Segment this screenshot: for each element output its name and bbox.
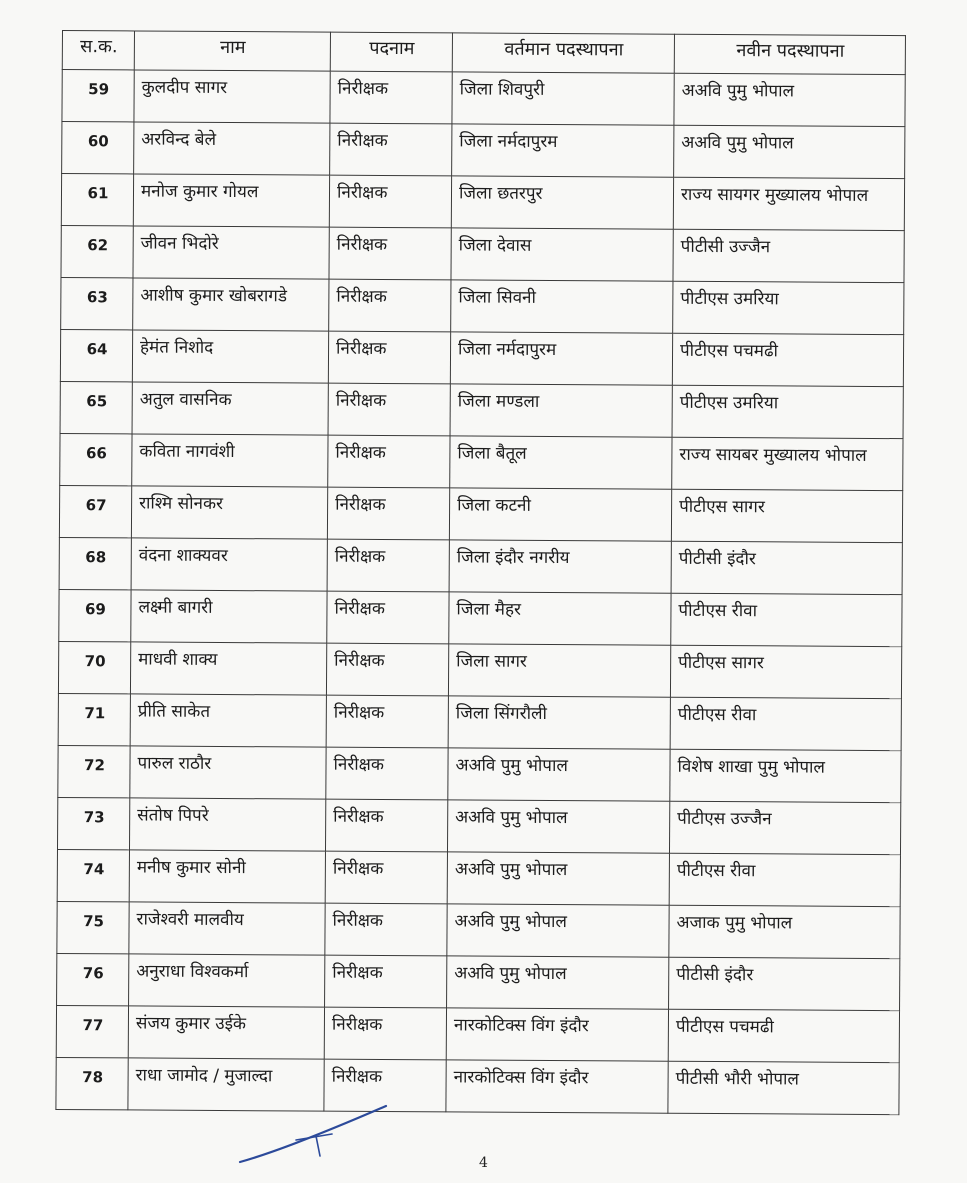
table-row xyxy=(57,849,900,906)
designation-cell: निरीक्षक xyxy=(324,1007,446,1060)
table-row xyxy=(58,745,901,802)
designation-cell: निरीक्षक xyxy=(326,695,448,748)
name-cell: लक्ष्मी बागरी xyxy=(131,590,327,643)
designation-cell: निरीक्षक xyxy=(326,747,448,800)
new-posting-cell: अअवि पुमु भोपाल xyxy=(674,125,905,178)
designation-cell: निरीक्षक xyxy=(325,851,447,904)
current-posting-cell: जिला नर्मदापुरम xyxy=(450,332,672,385)
name-cell: राजेश्वरी मालवीय xyxy=(129,902,325,955)
current-posting-cell: अअवि पुमु भोपाल xyxy=(447,956,669,1009)
header-current-posting: वर्तमान पदस्थापना xyxy=(452,33,674,73)
designation-cell: निरीक्षक xyxy=(327,487,449,540)
current-posting-cell: अअवि पुमु भोपाल xyxy=(447,800,669,853)
new-posting-cell: पीटीसी उज्जैन xyxy=(673,229,904,282)
serial-number-cell: 73 xyxy=(57,797,129,849)
new-posting-cell: अअवि पुमु भोपाल xyxy=(674,73,905,126)
serial-number-cell: 76 xyxy=(57,953,129,1005)
table-header xyxy=(62,31,905,75)
serial-number-cell: 68 xyxy=(59,537,131,589)
name-cell: पारुल राठौर xyxy=(130,746,326,799)
new-posting-cell: पीटीएस रीवा xyxy=(669,853,900,906)
designation-cell: निरीक्षक xyxy=(324,1059,446,1112)
table-row xyxy=(57,901,900,958)
new-posting-cell: पीटीएस रीवा xyxy=(671,593,902,646)
current-posting-cell: अअवि पुमु भोपाल xyxy=(447,852,669,905)
serial-number-cell: 63 xyxy=(61,277,133,329)
serial-number-cell: 59 xyxy=(62,70,134,122)
name-cell: अनुराधा विश्वकर्मा xyxy=(129,954,325,1007)
signature-stroke xyxy=(240,1106,386,1162)
designation-cell: निरीक्षक xyxy=(328,331,450,384)
new-posting-cell: पीटीएस पचमढी xyxy=(668,1009,899,1062)
current-posting-cell: जिला इंदौर नगरीय xyxy=(449,540,671,593)
signature-mark xyxy=(296,1134,332,1156)
serial-number-cell: 72 xyxy=(58,745,130,797)
name-cell: संतोष पिपरे xyxy=(129,798,325,851)
page-number: 4 xyxy=(479,1155,488,1171)
new-posting-cell: पीटीएस उमरिया xyxy=(673,281,904,334)
current-posting-cell: जिला छतरपुर xyxy=(451,176,673,229)
designation-cell: निरीक्षक xyxy=(326,643,448,696)
new-posting-cell: पीटीएस पचमढी xyxy=(672,333,903,386)
table-row xyxy=(60,433,903,490)
serial-number-cell: 78 xyxy=(56,1057,128,1109)
table-row xyxy=(61,277,904,334)
table-row xyxy=(57,797,900,854)
serial-number-cell: 74 xyxy=(57,849,129,901)
new-posting-cell: पीटीसी भौरी भोपाल xyxy=(668,1061,899,1114)
name-cell: अरविन्द बेले xyxy=(134,122,330,175)
name-cell: कुलदीप सागर xyxy=(134,70,330,123)
header-designation: पदनाम xyxy=(330,32,452,72)
table-row xyxy=(59,537,902,594)
new-posting-cell: पीटीसी इंदौर xyxy=(671,541,902,594)
table-row xyxy=(56,1005,899,1062)
name-cell: मनीष कुमार सोनी xyxy=(129,850,325,903)
table-row xyxy=(62,70,905,127)
new-posting-cell: पीटीएस उमरिया xyxy=(672,385,903,438)
new-posting-cell: पीटीएस रीवा xyxy=(670,697,901,750)
table-row xyxy=(61,225,904,282)
designation-cell: निरीक्षक xyxy=(330,71,452,124)
designation-cell: निरीक्षक xyxy=(327,539,449,592)
serial-number-cell: 69 xyxy=(59,589,131,641)
current-posting-cell: नारकोटिक्स विंग इंदौर xyxy=(446,1008,668,1061)
serial-number-cell: 62 xyxy=(61,225,133,277)
current-posting-cell: जिला कटनी xyxy=(449,488,671,541)
name-cell: राधा जामोद / मुजाल्दा xyxy=(128,1058,324,1111)
serial-number-cell: 67 xyxy=(59,485,131,537)
new-posting-cell: पीटीएस उज्जैन xyxy=(669,801,900,854)
current-posting-cell: जिला मण्डला xyxy=(450,384,672,437)
serial-number-cell: 66 xyxy=(60,433,132,485)
name-cell: वंदना शाक्यवर xyxy=(131,538,327,591)
current-posting-cell: जिला शिवपुरी xyxy=(452,72,674,125)
designation-cell: निरीक्षक xyxy=(328,435,450,488)
designation-cell: निरीक्षक xyxy=(325,955,447,1008)
current-posting-cell: अअवि पुमु भोपाल xyxy=(448,748,670,801)
header-new-posting: नवीन पदस्थापना xyxy=(674,34,905,74)
current-posting-cell: जिला सिंगरौली xyxy=(448,696,670,749)
table-row xyxy=(58,641,901,698)
transfer-table xyxy=(55,30,906,1115)
header-name: नाम xyxy=(134,31,330,71)
new-posting-cell: पीटीएस सागर xyxy=(671,489,902,542)
current-posting-cell: जिला देवास xyxy=(451,228,673,281)
current-posting-cell: जिला मैहर xyxy=(449,592,671,645)
designation-cell: निरीक्षक xyxy=(329,279,451,332)
serial-number-cell: 64 xyxy=(60,329,132,381)
designation-cell: निरीक्षक xyxy=(329,175,451,228)
new-posting-cell: पीटीसी इंदौर xyxy=(669,957,900,1010)
designation-cell: निरीक्षक xyxy=(330,123,452,176)
table-row xyxy=(56,1057,899,1114)
table-row xyxy=(61,174,904,231)
name-cell: माधवी शाक्य xyxy=(130,642,326,695)
table-row xyxy=(60,329,903,386)
table-row xyxy=(62,122,905,179)
serial-number-cell: 61 xyxy=(61,174,133,226)
name-cell: प्रीति साकेत xyxy=(130,694,326,747)
name-cell: आशीष कुमार खोबरागडे xyxy=(133,278,329,331)
designation-cell: निरीक्षक xyxy=(329,227,451,280)
current-posting-cell: जिला नर्मदापुरम xyxy=(452,124,674,177)
name-cell: कविता नागवंशी xyxy=(132,434,328,487)
table-row xyxy=(59,589,902,646)
serial-number-cell: 60 xyxy=(62,122,134,174)
name-cell: संजय कुमार उईके xyxy=(128,1006,324,1059)
serial-number-cell: 70 xyxy=(58,641,130,693)
new-posting-cell: विशेष शाखा पुमु भोपाल xyxy=(670,749,901,802)
table-row xyxy=(58,693,901,750)
current-posting-cell: अअवि पुमु भोपाल xyxy=(447,904,669,957)
serial-number-cell: 77 xyxy=(56,1005,128,1057)
current-posting-cell: जिला बैतूल xyxy=(450,436,672,489)
header-row xyxy=(62,31,905,75)
table-body xyxy=(56,70,905,1115)
serial-number-cell: 75 xyxy=(57,901,129,953)
new-posting-cell: राज्य सायगर मुख्यालय भोपाल xyxy=(673,177,904,230)
new-posting-cell: अजाक पुमु भोपाल xyxy=(669,905,900,958)
designation-cell: निरीक्षक xyxy=(328,383,450,436)
name-cell: जीवन भिदोरे xyxy=(133,226,329,279)
new-posting-cell: राज्य सायबर मुख्यालय भोपाल xyxy=(672,437,903,490)
name-cell: मनोज कुमार गोयल xyxy=(133,174,329,227)
designation-cell: निरीक्षक xyxy=(327,591,449,644)
current-posting-cell: नारकोटिक्स विंग इंदौर xyxy=(446,1060,668,1113)
current-posting-cell: जिला सिवनी xyxy=(451,280,673,333)
table-row xyxy=(60,381,903,438)
serial-number-cell: 71 xyxy=(58,693,130,745)
name-cell: हेमंत निशोद xyxy=(132,330,328,383)
current-posting-cell: जिला सागर xyxy=(448,644,670,697)
serial-number-cell: 65 xyxy=(60,381,132,433)
header-serial-number: स.क. xyxy=(62,31,134,70)
designation-cell: निरीक्षक xyxy=(325,799,447,852)
table-row xyxy=(59,485,902,542)
designation-cell: निरीक्षक xyxy=(325,903,447,956)
name-cell: अतुल वासनिक xyxy=(132,382,328,435)
table-row xyxy=(57,953,900,1010)
name-cell: राश्मि सोनकर xyxy=(131,486,327,539)
new-posting-cell: पीटीएस सागर xyxy=(670,645,901,698)
